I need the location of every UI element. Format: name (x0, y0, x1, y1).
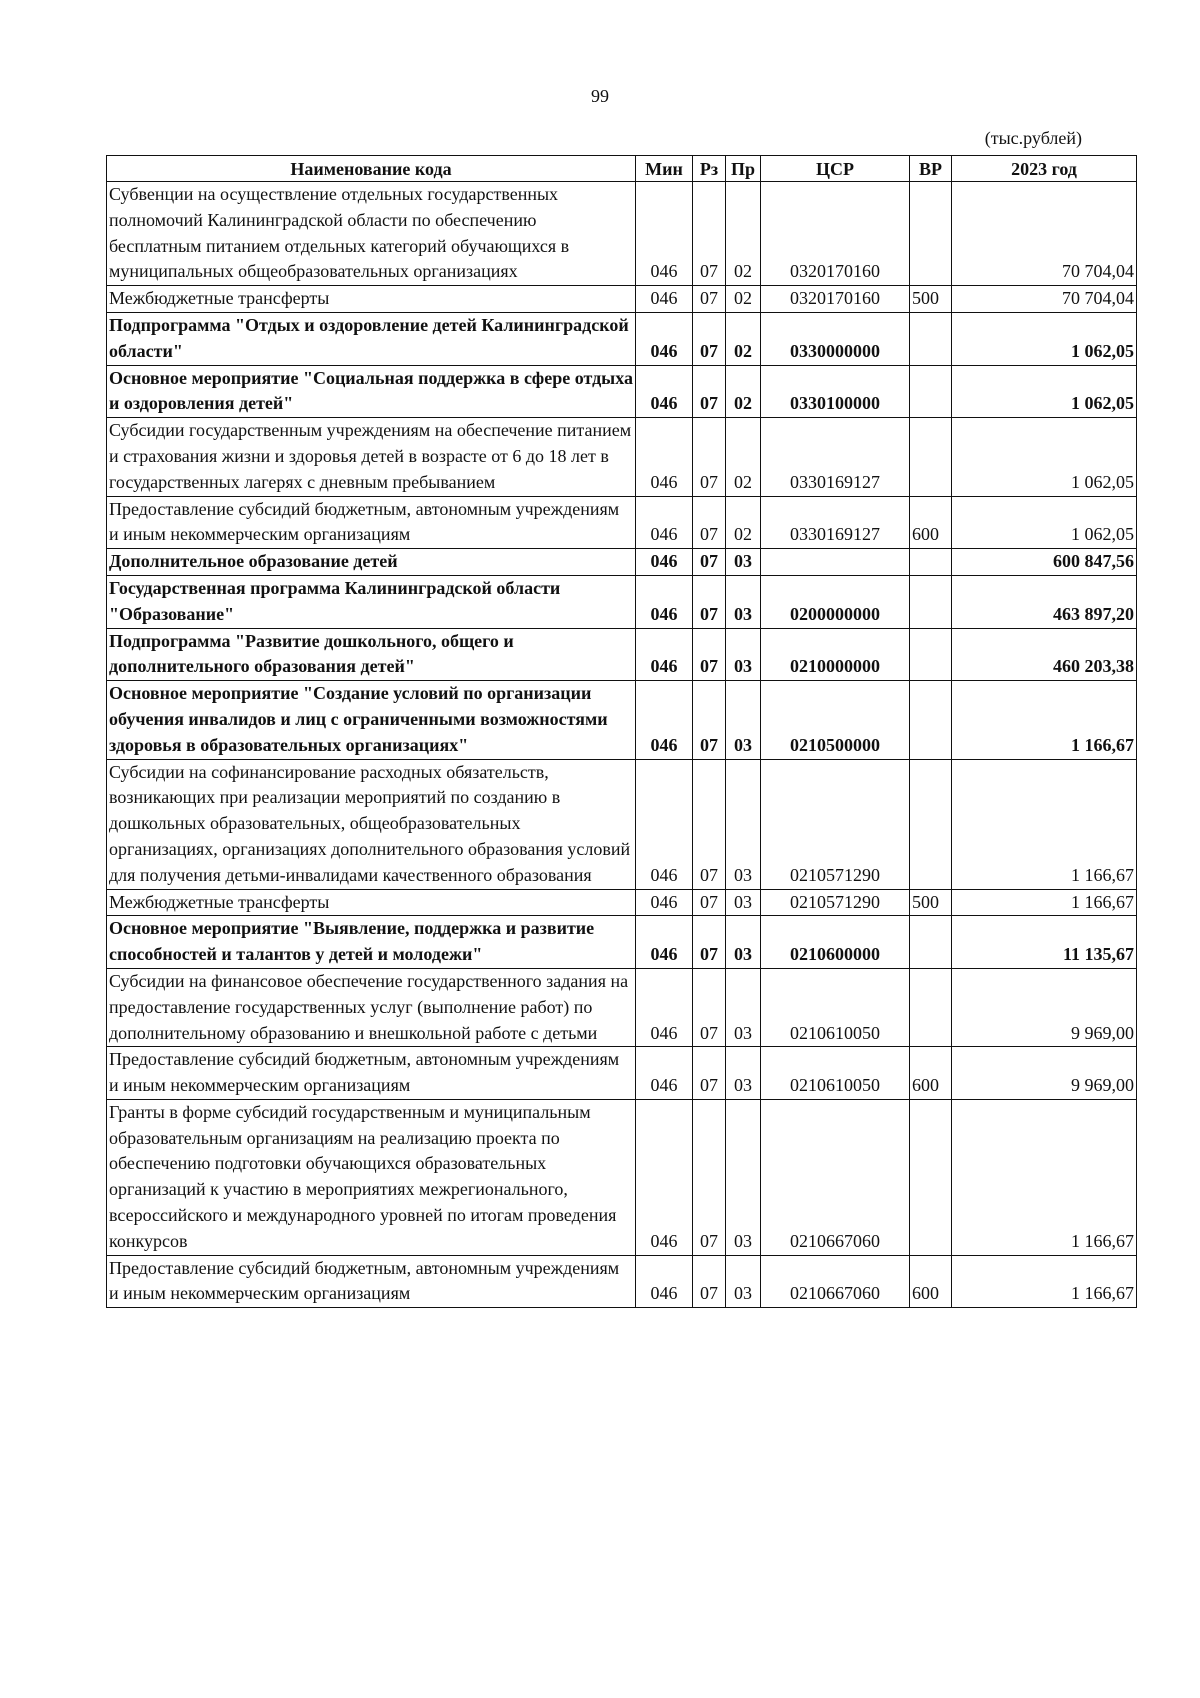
cell-min: 046 (636, 1047, 693, 1100)
cell-amount: 70 704,04 (952, 286, 1137, 313)
cell-csr: 0210610050 (761, 1047, 910, 1100)
cell-amount: 1 166,67 (952, 1099, 1137, 1255)
cell-rz: 07 (693, 575, 726, 628)
table-row (107, 916, 1137, 969)
cell-pr: 03 (726, 681, 761, 759)
cell-min: 046 (636, 575, 693, 628)
cell-amount: 11 135,67 (952, 916, 1137, 969)
cell-csr: 0210571290 (761, 889, 910, 916)
cell-vr (910, 1099, 952, 1255)
cell-amount: 1 062,05 (952, 496, 1137, 549)
cell-csr (761, 549, 910, 576)
cell-min: 046 (636, 916, 693, 969)
cell-min: 046 (636, 312, 693, 365)
cell-vr (910, 916, 952, 969)
table-row (107, 286, 1137, 313)
table-row (107, 365, 1137, 418)
cell-csr: 0330100000 (761, 365, 910, 418)
table-row (107, 1099, 1137, 1255)
cell-amount: 9 969,00 (952, 1047, 1137, 1100)
table-row (107, 628, 1137, 681)
cell-rz: 07 (693, 496, 726, 549)
cell-name: Субвенции на осуществление отдельных государственных полномочий Калининградской области по обеспечению бесплатным питанием отдельных категорий обучающихся в муниципальных общеобразовательных организациях (107, 182, 636, 286)
cell-rz: 07 (693, 968, 726, 1046)
cell-min: 046 (636, 759, 693, 889)
cell-rz: 07 (693, 418, 726, 496)
table-row (107, 418, 1137, 496)
cell-pr: 02 (726, 182, 761, 286)
cell-vr (910, 575, 952, 628)
cell-pr: 03 (726, 759, 761, 889)
cell-csr: 0210667060 (761, 1099, 910, 1255)
cell-name: Государственная программа Калининградской области "Образование" (107, 575, 636, 628)
cell-vr (910, 182, 952, 286)
table-row (107, 575, 1137, 628)
cell-amount: 9 969,00 (952, 968, 1137, 1046)
cell-name: Основное мероприятие "Выявление, поддержка и развитие способностей и талантов у детей и молодежи" (107, 916, 636, 969)
cell-vr (910, 549, 952, 576)
cell-min: 046 (636, 628, 693, 681)
cell-csr: 0210571290 (761, 759, 910, 889)
cell-csr: 0210600000 (761, 916, 910, 969)
cell-name: Межбюджетные трансферты (107, 286, 636, 313)
table-header-row (107, 156, 1137, 182)
cell-min: 046 (636, 889, 693, 916)
cell-rz: 07 (693, 916, 726, 969)
cell-vr (910, 418, 952, 496)
cell-name: Основное мероприятие "Социальная поддержка в сфере отдыха и оздоровления детей" (107, 365, 636, 418)
header-name: Наименование кода (107, 156, 636, 182)
cell-rz: 07 (693, 681, 726, 759)
table-row (107, 549, 1137, 576)
table-row (107, 1255, 1137, 1308)
cell-vr: 600 (910, 496, 952, 549)
cell-vr (910, 759, 952, 889)
table-row (107, 681, 1137, 759)
cell-rz: 07 (693, 182, 726, 286)
cell-min: 046 (636, 681, 693, 759)
cell-name: Гранты в форме субсидий государственным и муниципальным образовательным организациям на реализацию проекта по обеспечению подготовки обучающихся образовательных организаций к участию в мероприятиях межрегионального, всероссийского и международного уровней по итогам проведения конкурсов (107, 1099, 636, 1255)
table-row (107, 759, 1137, 889)
cell-name: Субсидии на финансовое обеспечение государственного задания на предоставление государственных услуг (выполнение работ) по дополнительному образованию и внешкольной работе с детьми (107, 968, 636, 1046)
cell-min: 046 (636, 549, 693, 576)
cell-vr: 500 (910, 889, 952, 916)
cell-name: Основное мероприятие "Создание условий по организации обучения инвалидов и лиц с ограниченными возможностями здоровья в образовательных организациях" (107, 681, 636, 759)
cell-vr (910, 968, 952, 1046)
cell-rz: 07 (693, 628, 726, 681)
table-row (107, 889, 1137, 916)
cell-csr: 0210500000 (761, 681, 910, 759)
cell-pr: 03 (726, 889, 761, 916)
cell-amount: 1 166,67 (952, 681, 1137, 759)
table-row (107, 1047, 1137, 1100)
cell-name: Предоставление субсидий бюджетным, автономным учреждениям и иным некоммерческим организациям (107, 1255, 636, 1308)
cell-rz: 07 (693, 889, 726, 916)
cell-amount: 1 166,67 (952, 889, 1137, 916)
cell-min: 046 (636, 1099, 693, 1255)
cell-vr (910, 312, 952, 365)
cell-name: Подпрограмма "Развитие дошкольного, общего и дополнительного образования детей" (107, 628, 636, 681)
header-rz: Рз (693, 156, 726, 182)
cell-pr: 03 (726, 916, 761, 969)
cell-amount: 1 166,67 (952, 1255, 1137, 1308)
cell-vr (910, 365, 952, 418)
cell-csr: 0210667060 (761, 1255, 910, 1308)
cell-name: Межбюджетные трансферты (107, 889, 636, 916)
cell-csr: 0330169127 (761, 418, 910, 496)
cell-rz: 07 (693, 365, 726, 418)
table-body (107, 182, 1137, 1308)
cell-min: 046 (636, 496, 693, 549)
cell-rz: 07 (693, 312, 726, 365)
table-row (107, 312, 1137, 365)
cell-csr: 0320170160 (761, 286, 910, 313)
cell-pr: 03 (726, 628, 761, 681)
header-pr: Пр (726, 156, 761, 182)
page-number: 99 (591, 86, 609, 106)
cell-pr: 02 (726, 365, 761, 418)
cell-rz: 07 (693, 1099, 726, 1255)
table-row (107, 496, 1137, 549)
cell-rz: 07 (693, 286, 726, 313)
table-row (107, 968, 1137, 1046)
cell-rz: 07 (693, 759, 726, 889)
cell-min: 046 (636, 968, 693, 1046)
cell-name: Предоставление субсидий бюджетным, автономным учреждениям и иным некоммерческим организациям (107, 1047, 636, 1100)
header-vr: ВР (910, 156, 952, 182)
cell-amount: 1 062,05 (952, 312, 1137, 365)
cell-vr: 500 (910, 286, 952, 313)
cell-csr: 0210610050 (761, 968, 910, 1046)
cell-pr: 02 (726, 312, 761, 365)
cell-min: 046 (636, 1255, 693, 1308)
cell-name: Субсидии государственным учреждениям на обеспечение питанием и страхования жизни и здоровья детей в возрасте от 6 до 18 лет в государственных лагерях с дневным пребыванием (107, 418, 636, 496)
header-csr: ЦСР (761, 156, 910, 182)
cell-pr: 03 (726, 968, 761, 1046)
cell-csr: 0320170160 (761, 182, 910, 286)
cell-pr: 02 (726, 496, 761, 549)
cell-min: 046 (636, 182, 693, 286)
cell-amount: 460 203,38 (952, 628, 1137, 681)
cell-rz: 07 (693, 1047, 726, 1100)
budget-table (106, 155, 1137, 1308)
cell-amount: 1 062,05 (952, 418, 1137, 496)
cell-vr: 600 (910, 1047, 952, 1100)
cell-name: Подпрограмма "Отдых и оздоровление детей Калининградской области" (107, 312, 636, 365)
cell-vr (910, 628, 952, 681)
cell-csr: 0330000000 (761, 312, 910, 365)
header-year: 2023 год (952, 156, 1137, 182)
cell-pr: 02 (726, 286, 761, 313)
cell-name: Дополнительное образование детей (107, 549, 636, 576)
cell-name: Субсидии на софинансирование расходных обязательств, возникающих при реализации мероприятий по созданию в дошкольных образовательных, общеобразовательных организациях, организациях дополнительного образования условий для получения детьми-инвалидами качественного образования (107, 759, 636, 889)
cell-amount: 70 704,04 (952, 182, 1137, 286)
cell-amount: 600 847,56 (952, 549, 1137, 576)
cell-vr (910, 681, 952, 759)
cell-csr: 0330169127 (761, 496, 910, 549)
cell-pr: 03 (726, 575, 761, 628)
table-row (107, 182, 1137, 286)
cell-amount: 463 897,20 (952, 575, 1137, 628)
cell-pr: 03 (726, 1047, 761, 1100)
cell-name: Предоставление субсидий бюджетным, автономным учреждениям и иным некоммерческим организациям (107, 496, 636, 549)
cell-pr: 03 (726, 549, 761, 576)
cell-csr: 0210000000 (761, 628, 910, 681)
cell-pr: 03 (726, 1099, 761, 1255)
cell-vr: 600 (910, 1255, 952, 1308)
cell-min: 046 (636, 365, 693, 418)
units-label: (тыс.рублей) (984, 128, 1082, 148)
header-min: Мин (636, 156, 693, 182)
cell-csr: 0200000000 (761, 575, 910, 628)
cell-pr: 03 (726, 1255, 761, 1308)
cell-min: 046 (636, 418, 693, 496)
cell-pr: 02 (726, 418, 761, 496)
cell-amount: 1 166,67 (952, 759, 1137, 889)
cell-min: 046 (636, 286, 693, 313)
cell-amount: 1 062,05 (952, 365, 1137, 418)
cell-rz: 07 (693, 549, 726, 576)
cell-rz: 07 (693, 1255, 726, 1308)
